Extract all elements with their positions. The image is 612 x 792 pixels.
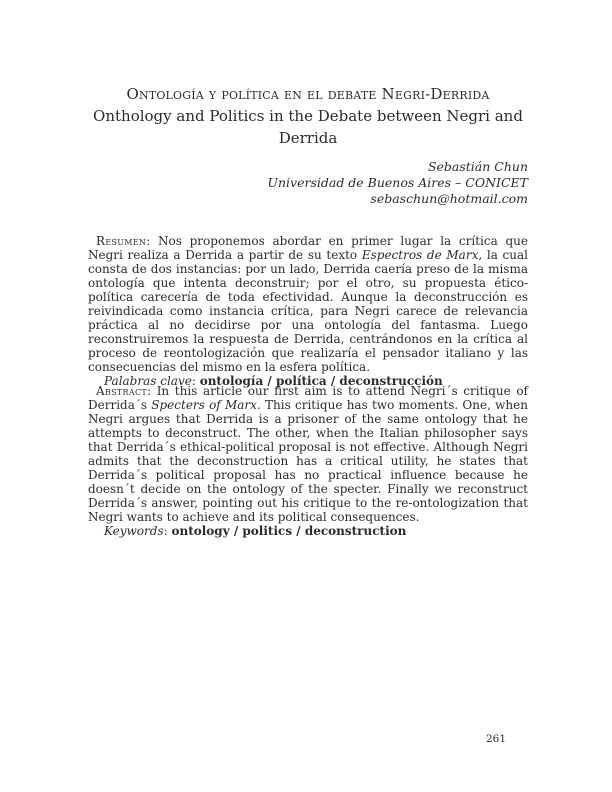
- article-title-spanish: Ontología y política en el debate Negri-Derrida: [126, 85, 490, 103]
- resumen-section: [88, 234, 528, 388]
- author-email: sebaschun@hotmail.com: [370, 191, 528, 206]
- abstract-keywords: Keywords: ontology / politics / deconstruction: [104, 524, 407, 538]
- article-title-english-line1: Onthology and Politics in the Debate between Negri and: [93, 107, 523, 125]
- title-block: [86, 83, 530, 149]
- resumen-paragraph: Resumen: Nos proponemos abordar en primer lugar la crítica que Negri realiza a Derrida a partir de su texto Espectros de Marx, la cual consta de dos instancias: por un lado, Derrida caería preso de la misma ontología que intenta deconstruir; por el otro, su propuesta ético-política carecería de toda efectividad. Aunque la deconstrucción es reivindicada como instancia crítica, para Negri carece de relevancia práctica al no decidirse por una ontología del fantasma. Luego reconstruiremos la respuesta de Derrida, centrándonos en la crítica al proceso de reontologización que realizaría el pensador italiano y las consecuencias del mismo en la esfera política.: [88, 234, 528, 374]
- author-affiliation: Universidad de Buenos Aires – CONICET: [267, 175, 528, 190]
- author-name: Sebastián Chun: [427, 159, 528, 174]
- page-number: 261: [485, 733, 507, 745]
- author-block: [88, 159, 528, 207]
- abstract-paragraph: Abstract: In this article our first aim is to attend Negri´s critique of Derrida´s Specters of Marx. This critique has two moments. One, when Negri argues that Derrida is a prisoner of the same ontology that he attempts to deconstruct. The other, when the Italian philosopher says that Derrida´s ethical-political proposal is not effective. Although Negri admits that the deconstruction has a critical utility, he states that Derrida´s political proposal has no practical influence because he doesn´t decide on the ontology of the specter. Finally we reconstruct Derrida´s answer, pointing out his critique to the re-ontologization that Negri wants to achieve and its political consequences.: [88, 384, 528, 524]
- article-title-english-line2: Derrida: [278, 129, 338, 147]
- resumen-keywords: Palabras clave: ontología / política / deconstrucción: [104, 374, 443, 388]
- abstract-section: [88, 384, 528, 538]
